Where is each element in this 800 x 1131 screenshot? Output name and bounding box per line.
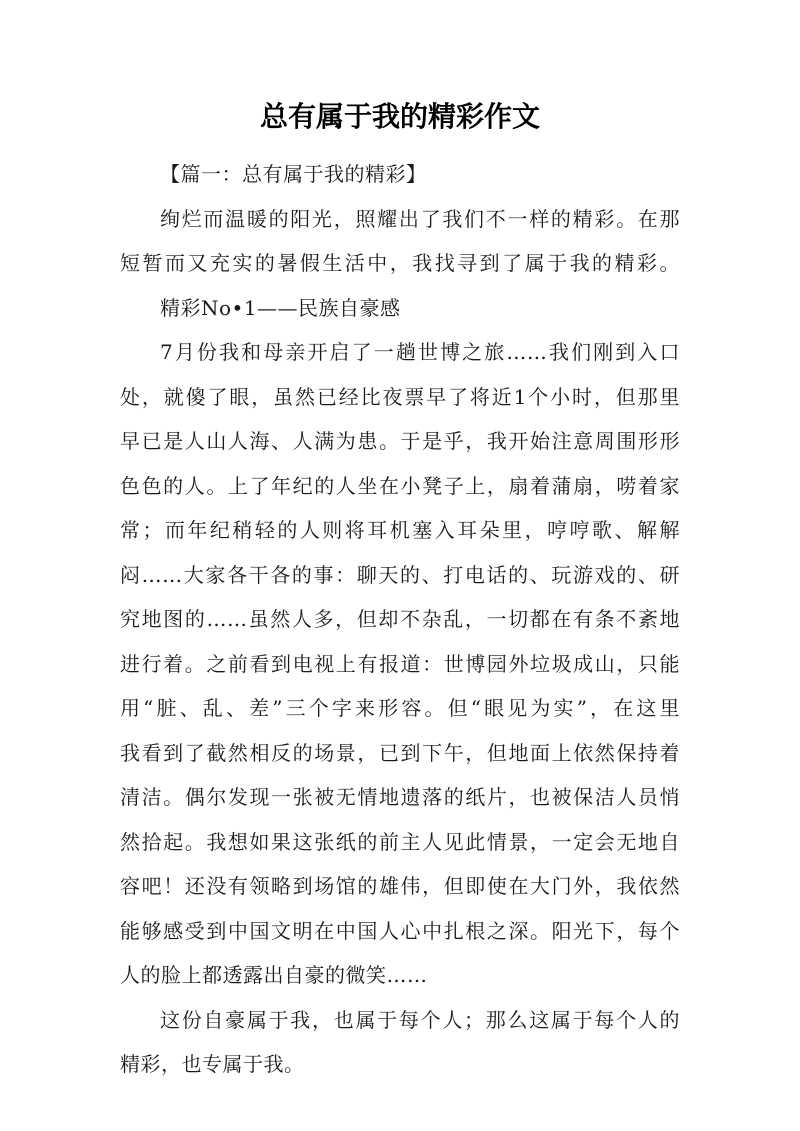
text-line: 容吧！还没有领略到场馆的雄伟，但即使在大门外，我依然: [120, 874, 680, 898]
text-line: 7月份我和母亲开启了一趟世博之旅……我们刚到入口: [160, 340, 680, 364]
text-line: 色色的人。上了年纪的人坐在小凳子上，扇着蒲扇，唠着家: [120, 473, 680, 498]
text-line: 人的脸上都透露出自豪的微笑……: [120, 963, 428, 987]
text-line: 常；而年纪稍轻的人则将耳机塞入耳朵里，哼哼歌、解解: [120, 518, 680, 542]
text-line: 早已是人山人海、人满为患。于是乎，我开始注意周围形形: [120, 429, 680, 453]
text-line: 短暂而又充实的暑假生活中，我找寻到了属于我的精彩。: [120, 251, 680, 275]
text-line: 处，就傻了眼，虽然已经比夜票早了将近1个小时，但那里: [120, 384, 680, 409]
text-line: 究地图的……虽然人多，但却不杂乱，一切都在有条不紊地: [120, 607, 680, 631]
text-line: 闷……大家各干各的事：聊天的、打电话的、玩游戏的、研: [120, 562, 680, 587]
text-line: 清洁。偶尔发现一张被无情地遗落的纸片，也被保洁人员悄: [120, 785, 680, 809]
text-line: 这份自豪属于我，也属于每个人；那么这属于每个人的: [160, 1007, 680, 1032]
text-line: 精彩No•1——民族自豪感: [160, 295, 401, 320]
document-body: [120, 152, 680, 1087]
text-line: 能够感受到中国文明在中国人心中扎根之深。阳光下，每个: [120, 918, 680, 943]
text-line: 精彩，也专属于我。: [120, 1052, 305, 1076]
text-line: 绚烂而温暖的阳光，照耀出了我们不一样的精彩。在那: [160, 206, 680, 231]
text-line: 用“脏、乱、差”三个字来形容。但“眼见为实”，在这里: [120, 696, 680, 720]
text-line: 然拾起。我想如果这张纸的前主人见此情景，一定会无地自: [120, 829, 680, 854]
document-title: 总有属于我的精彩作文: [259, 100, 540, 133]
text-line: 我看到了截然相反的场景，已到下午，但地面上依然保持着: [120, 740, 680, 765]
text-line: 【篇一：总有属于我的精彩】: [160, 162, 427, 186]
text-line: 进行着。之前看到电视上有报道：世博园外垃圾成山，只能: [120, 651, 680, 676]
